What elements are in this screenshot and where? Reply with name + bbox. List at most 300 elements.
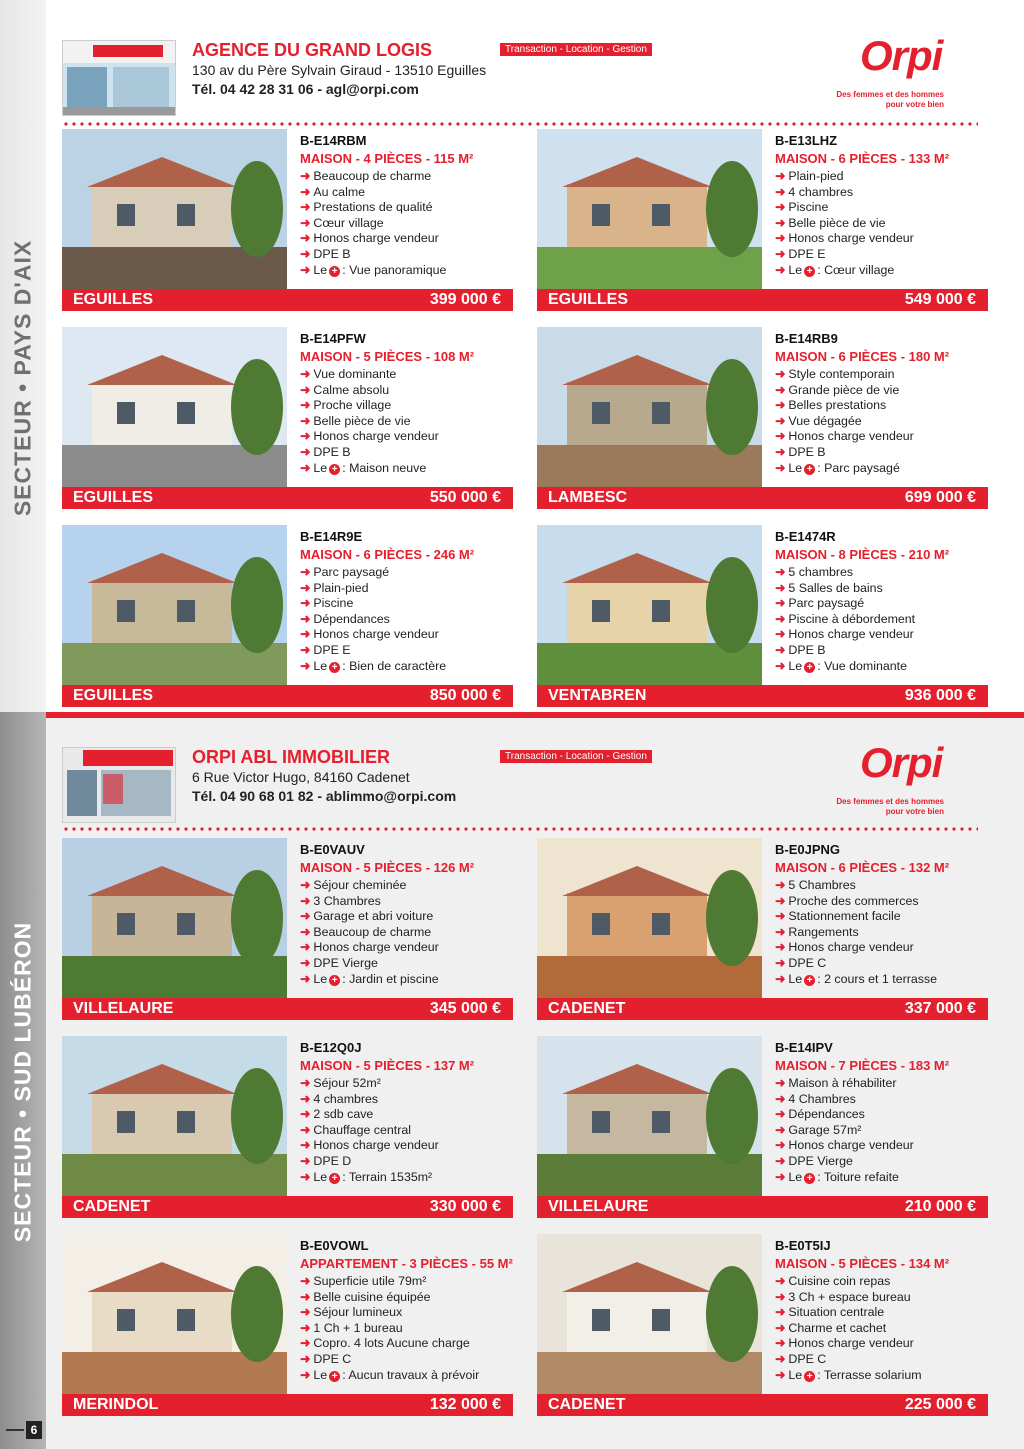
feature-text: Séjour lumineux (313, 1305, 403, 1320)
highlight-text: : Cœur village (817, 262, 895, 277)
arrow-icon: ➜ (300, 1076, 311, 1090)
arrow-icon: ➜ (300, 565, 311, 579)
highlight-label: Le (313, 460, 328, 475)
price-bar (537, 1394, 988, 1416)
agency-storefront-photo (62, 747, 176, 823)
feature-item (300, 1290, 479, 1306)
feature-item (300, 247, 446, 263)
arrow-icon: ➜ (300, 200, 311, 215)
plus-icon: + (804, 464, 815, 475)
arrow-icon: ➜ (775, 1336, 786, 1351)
sector-label-sud-luberon: SECTEUR • SUD LUBÉRON (9, 921, 36, 1243)
highlight-text: : Aucun travaux à prévoir (342, 1367, 480, 1382)
arrow-icon: ➜ (300, 1336, 311, 1351)
feature-text: 4 chambres (788, 184, 854, 199)
feature-item (775, 565, 915, 581)
arrow-icon: ➜ (775, 580, 786, 595)
feature-text: DPE B (788, 642, 826, 657)
feature-text: Honos charge vendeur (788, 940, 914, 955)
arrow-icon: ➜ (775, 940, 786, 955)
feature-item (775, 1123, 914, 1139)
feature-item (300, 612, 446, 628)
feature-item (775, 414, 914, 430)
arrow-icon: ➜ (775, 184, 786, 199)
feature-text: Garage 57m² (788, 1122, 862, 1137)
arrow-icon: ➜ (775, 971, 786, 986)
feature-text: Honos charge vendeur (313, 231, 439, 246)
plus-icon: + (804, 266, 815, 277)
feature-text: Stationnement facile (788, 909, 901, 924)
highlight-label: Le (788, 1169, 803, 1184)
feature-item (300, 643, 446, 659)
feature-text: DPE C (313, 1351, 352, 1366)
listing-city: EGUILLES (548, 291, 629, 308)
feature-text: Séjour cheminée (313, 878, 407, 892)
price-bar (62, 685, 513, 707)
services-tag: Transaction - Location - Gestion (500, 43, 652, 56)
listing-reference: B-E14IPV (775, 1040, 833, 1055)
feature-item (300, 596, 446, 612)
arrow-icon: ➜ (300, 1289, 311, 1304)
arrow-icon: ➜ (300, 642, 311, 657)
highlight-label: Le (788, 658, 803, 673)
feature-text: Honos charge vendeur (788, 429, 914, 444)
feature-item (775, 231, 914, 247)
listing-photo (537, 1234, 762, 1394)
price-bar (537, 487, 988, 509)
listing-price: 132 000 € (429, 1396, 501, 1413)
listing-city: CADENET (548, 1396, 626, 1413)
arrow-icon: ➜ (775, 658, 786, 673)
price-bar (537, 685, 988, 707)
feature-text: Beaucoup de charme (313, 169, 432, 183)
arrow-icon: ➜ (300, 413, 311, 428)
arrow-icon: ➜ (775, 642, 786, 657)
listing-reference: B-E12Q0J (300, 1040, 362, 1055)
logo-tagline: Des femmes et des hommes (836, 797, 944, 806)
listing-reference: B-E14PFW (300, 331, 366, 346)
arrow-icon: ➜ (775, 955, 786, 970)
feature-item (300, 1092, 439, 1108)
arrow-icon: ➜ (300, 611, 311, 626)
price-bar (62, 1394, 513, 1416)
logo-tagline: pour votre bien (885, 100, 944, 109)
listing-price: 225 000 € (904, 1396, 976, 1413)
arrow-icon: ➜ (300, 1169, 311, 1184)
feature-item (300, 1138, 439, 1154)
feature-item (300, 200, 446, 216)
arrow-icon: ➜ (775, 200, 786, 215)
feature-text: Plain-pied (788, 169, 844, 183)
feature-text: Superficie utile 79m² (313, 1274, 427, 1288)
listing-photo (62, 129, 287, 289)
feature-item (775, 169, 914, 185)
feature-item (300, 414, 439, 430)
highlight-text: : Vue panoramique (342, 262, 447, 277)
feature-text: Prestations de qualité (313, 200, 433, 215)
arrow-icon: ➜ (300, 940, 311, 955)
listing-photo (62, 1036, 287, 1196)
feature-item (775, 909, 937, 925)
agency-contact: Tél. 04 42 28 31 06 - agl@orpi.com (192, 81, 419, 97)
listing-price: 936 000 € (904, 687, 976, 704)
feature-text: Situation centrale (788, 1305, 885, 1320)
feature-text: Au calme (313, 184, 366, 199)
feature-text: Séjour 52m² (313, 1076, 381, 1090)
feature-text: 3 Ch + espace bureau (788, 1289, 911, 1304)
feature-text: DPE B (313, 246, 351, 261)
agency-header (62, 739, 1024, 827)
listing-photo (537, 1036, 762, 1196)
feature-item (300, 367, 439, 383)
feature-item (775, 1321, 922, 1337)
arrow-icon: ➜ (300, 367, 311, 381)
highlight-label: Le (788, 971, 803, 986)
feature-item (775, 1154, 914, 1170)
arrow-icon: ➜ (775, 924, 786, 939)
arrow-icon: ➜ (775, 1289, 786, 1304)
listing-reference: B-E14R9E (300, 529, 363, 544)
arrow-icon: ➜ (775, 627, 786, 642)
feature-text: DPE C (788, 1351, 827, 1366)
price-bar (62, 998, 513, 1020)
arrow-icon: ➜ (300, 444, 311, 459)
listing-price: 699 000 € (904, 489, 976, 506)
arrow-icon: ➜ (775, 1138, 786, 1153)
feature-list (300, 1076, 439, 1185)
feature-item (775, 956, 937, 972)
feature-text: DPE Vierge (313, 955, 378, 970)
logo-tagline: pour votre bien (885, 807, 944, 816)
listing-city: VENTABREN (548, 687, 647, 704)
listing-price: 210 000 € (904, 1198, 976, 1215)
feature-highlight (775, 972, 937, 988)
feature-item (775, 581, 915, 597)
feature-item (300, 185, 446, 201)
feature-item (775, 185, 914, 201)
listing-card[interactable] (62, 1036, 513, 1218)
listing-city: EGUILLES (73, 291, 154, 308)
feature-list (300, 169, 446, 278)
agency-name: AGENCE DU GRAND LOGIS (192, 40, 433, 60)
listing-price: 345 000 € (429, 1000, 501, 1017)
feature-text: Honos charge vendeur (313, 627, 439, 642)
feature-list (775, 1274, 922, 1383)
feature-item (775, 1076, 914, 1092)
arrow-icon: ➜ (300, 246, 311, 261)
listing-type: APPARTEMENT - 3 PIÈCES - 55 M² (300, 1256, 513, 1271)
feature-item (300, 925, 439, 941)
listing-card[interactable] (62, 129, 513, 311)
arrow-icon: ➜ (300, 1351, 311, 1366)
listing-card[interactable] (537, 1036, 988, 1218)
highlight-label: Le (313, 1367, 328, 1382)
arrow-icon: ➜ (775, 1153, 786, 1168)
feature-text: Cuisine coin repas (788, 1274, 891, 1288)
feature-item (300, 1107, 439, 1123)
feature-text: DPE D (313, 1153, 352, 1168)
feature-highlight (775, 1170, 914, 1186)
arrow-icon: ➜ (775, 444, 786, 459)
feature-text: Garage et abri voiture (313, 909, 434, 924)
feature-text: Proche village (313, 398, 392, 413)
orpi-logo (836, 32, 956, 114)
listing-card[interactable] (537, 838, 988, 1020)
feature-text: Honos charge vendeur (313, 940, 439, 955)
highlight-label: Le (313, 1169, 328, 1184)
agency-address: 6 Rue Victor Hugo, 84160 Cadenet (192, 769, 410, 785)
feature-highlight (775, 461, 914, 477)
listing-city: CADENET (548, 1000, 626, 1017)
feature-item (775, 216, 914, 232)
plus-icon: + (329, 662, 340, 673)
feature-text: Piscine (788, 200, 829, 215)
listing-type: MAISON - 5 PIÈCES - 108 M² (300, 349, 475, 364)
listing-type: MAISON - 5 PIÈCES - 134 M² (775, 1256, 950, 1271)
feature-text: Vue dégagée (788, 413, 862, 428)
feature-text: Belle pièce de vie (313, 413, 411, 428)
agency-header (62, 32, 1024, 120)
feature-highlight (300, 972, 439, 988)
agency-storefront-photo (62, 40, 176, 116)
feature-text: Beaucoup de charme (313, 924, 432, 939)
plus-icon: + (329, 266, 340, 277)
listing-type: MAISON - 8 PIÈCES - 210 M² (775, 547, 950, 562)
feature-item (775, 1107, 914, 1123)
feature-highlight (300, 461, 439, 477)
feature-text: Vue dominante (313, 367, 397, 381)
feature-text: Maison à réhabiliter (788, 1076, 897, 1090)
listing-city: EGUILLES (73, 687, 154, 704)
arrow-icon: ➜ (300, 658, 311, 673)
feature-item (300, 398, 439, 414)
feature-list (300, 565, 446, 674)
feature-text: Charme et cachet (788, 1320, 887, 1335)
listing-type: MAISON - 5 PIÈCES - 126 M² (300, 860, 475, 875)
feature-item (775, 398, 914, 414)
arrow-icon: ➜ (775, 413, 786, 428)
arrow-icon: ➜ (300, 1122, 311, 1137)
arrow-icon: ➜ (775, 1091, 786, 1106)
feature-list (775, 169, 914, 278)
feature-item (300, 878, 439, 894)
listing-reference: B-E14RBM (300, 133, 367, 148)
plus-icon: + (329, 464, 340, 475)
arrow-icon: ➜ (300, 596, 311, 611)
arrow-icon: ➜ (775, 215, 786, 230)
feature-text: Honos charge vendeur (313, 429, 439, 444)
feature-item (300, 216, 446, 232)
feature-text: Piscine (313, 596, 354, 611)
listing-photo (537, 525, 762, 685)
plus-icon: + (329, 1371, 340, 1382)
listing-city: VILLELAURE (73, 1000, 174, 1017)
arrow-icon: ➜ (775, 878, 786, 892)
arrow-icon: ➜ (775, 460, 786, 475)
feature-item (300, 1336, 479, 1352)
price-bar (537, 1196, 988, 1218)
feature-text: Honos charge vendeur (788, 1336, 914, 1351)
listing-card[interactable] (537, 327, 988, 509)
listing-reference: B-E0VAUV (300, 842, 365, 857)
listing-type: MAISON - 6 PIÈCES - 133 M² (775, 151, 950, 166)
feature-highlight (300, 263, 446, 279)
listing-card[interactable] (62, 838, 513, 1020)
listing-photo (537, 129, 762, 289)
feature-item (300, 1305, 479, 1321)
arrow-icon: ➜ (300, 1107, 311, 1122)
arrow-icon: ➜ (775, 1320, 786, 1335)
feature-item (300, 1154, 439, 1170)
highlight-text: : Maison neuve (342, 460, 427, 475)
listing-card[interactable] (62, 1234, 513, 1416)
arrow-icon: ➜ (775, 611, 786, 626)
feature-item (775, 383, 914, 399)
highlight-text: : Toiture refaite (817, 1169, 899, 1184)
listing-type: MAISON - 6 PIÈCES - 246 M² (300, 547, 475, 562)
listing-card[interactable] (62, 327, 513, 509)
listing-photo (537, 838, 762, 998)
listing-price: 850 000 € (429, 687, 501, 704)
listing-reference: B-E0JPNG (775, 842, 841, 857)
arrow-icon: ➜ (300, 909, 311, 924)
feature-highlight (300, 1368, 479, 1384)
arrow-icon: ➜ (300, 971, 311, 986)
feature-text: 1 Ch + 1 bureau (313, 1320, 403, 1335)
feature-item (775, 1336, 922, 1352)
arrow-icon: ➜ (300, 184, 311, 199)
listing-card[interactable] (537, 129, 988, 311)
plus-icon: + (804, 1173, 815, 1184)
feature-item (300, 445, 439, 461)
feature-item (775, 247, 914, 263)
highlight-label: Le (788, 262, 803, 277)
feature-list (300, 878, 439, 987)
feature-text: Piscine à débordement (788, 611, 916, 626)
feature-highlight (775, 1368, 922, 1384)
arrow-icon: ➜ (775, 1122, 786, 1137)
feature-item (775, 1352, 922, 1368)
feature-item (775, 1138, 914, 1154)
agency-name: ORPI ABL IMMOBILIER (192, 747, 390, 767)
feature-item (775, 200, 914, 216)
feature-text: Belle cuisine équipée (313, 1289, 431, 1304)
arrow-icon: ➜ (300, 893, 311, 908)
feature-list (775, 367, 914, 476)
feature-text: Belle pièce de vie (788, 215, 886, 230)
price-bar (62, 289, 513, 311)
listing-type: MAISON - 6 PIÈCES - 132 M² (775, 860, 950, 875)
arrow-icon: ➜ (775, 565, 786, 579)
feature-text: Style contemporain (788, 367, 895, 381)
feature-item (775, 596, 915, 612)
listing-city: LAMBESC (548, 489, 628, 506)
arrow-icon: ➜ (775, 1076, 786, 1090)
arrow-icon: ➜ (300, 429, 311, 444)
plus-icon: + (804, 1371, 815, 1382)
feature-item (300, 909, 439, 925)
feature-highlight (775, 263, 914, 279)
listing-price: 549 000 € (904, 291, 976, 308)
plus-icon: + (329, 1173, 340, 1184)
feature-item (775, 1305, 922, 1321)
listing-card[interactable] (62, 525, 513, 707)
arrow-icon: ➜ (300, 924, 311, 939)
feature-list (300, 1274, 479, 1383)
feature-list (775, 878, 937, 987)
feature-item (300, 627, 446, 643)
feature-text: Chauffage central (313, 1122, 411, 1137)
feature-text: 2 sdb cave (313, 1107, 374, 1122)
feature-item (300, 429, 439, 445)
highlight-text: : 2 cours et 1 terrasse (817, 971, 938, 986)
feature-item (300, 894, 439, 910)
logo-tagline: Des femmes et des hommes (836, 90, 944, 99)
feature-text: Belles prestations (788, 398, 887, 413)
feature-text: Honos charge vendeur (788, 231, 914, 246)
feature-list (775, 1076, 914, 1185)
price-bar (62, 487, 513, 509)
arrow-icon: ➜ (775, 382, 786, 397)
feature-text: DPE B (788, 444, 826, 459)
listing-reference: B-E14RB9 (775, 331, 838, 346)
arrow-icon: ➜ (775, 1305, 786, 1320)
listing-city: VILLELAURE (548, 1198, 649, 1215)
arrow-icon: ➜ (775, 1351, 786, 1366)
plus-icon: + (804, 975, 815, 986)
listing-card[interactable] (537, 525, 988, 707)
arrow-icon: ➜ (300, 1367, 311, 1382)
feature-text: Honos charge vendeur (788, 1138, 914, 1153)
feature-text: Calme absolu (313, 382, 390, 397)
dotted-separator (62, 122, 978, 126)
feature-item (775, 445, 914, 461)
feature-text: DPE B (313, 444, 351, 459)
feature-item (775, 367, 914, 383)
feature-item (775, 627, 915, 643)
feature-text: 3 Chambres (313, 893, 381, 908)
highlight-text: : Terrasse solarium (817, 1367, 922, 1382)
feature-text: 4 chambres (313, 1091, 379, 1106)
arrow-icon: ➜ (300, 878, 311, 892)
price-bar (537, 289, 988, 311)
listing-city: CADENET (73, 1198, 151, 1215)
listing-photo (62, 1234, 287, 1394)
dotted-separator (62, 827, 978, 831)
highlight-label: Le (313, 971, 328, 986)
feature-text: Parc paysagé (313, 565, 390, 579)
feature-item (300, 169, 446, 185)
price-bar (537, 998, 988, 1020)
listing-reference: B-E0VOWL (300, 1238, 369, 1253)
page-number-label: 6 (26, 1421, 42, 1439)
feature-text: 4 Chambres (788, 1091, 856, 1106)
feature-item (775, 940, 937, 956)
arrow-icon: ➜ (775, 231, 786, 246)
listing-type: MAISON - 5 PIÈCES - 137 M² (300, 1058, 475, 1073)
feature-text: Cœur village (313, 215, 384, 230)
arrow-icon: ➜ (300, 1320, 311, 1335)
feature-item (775, 643, 915, 659)
feature-item (300, 581, 446, 597)
listing-photo (62, 327, 287, 487)
feature-item (300, 1352, 479, 1368)
feature-item (300, 940, 439, 956)
arrow-icon: ➜ (300, 627, 311, 642)
listing-card[interactable] (537, 1234, 988, 1416)
arrow-icon: ➜ (775, 893, 786, 908)
highlight-label: Le (313, 262, 328, 277)
